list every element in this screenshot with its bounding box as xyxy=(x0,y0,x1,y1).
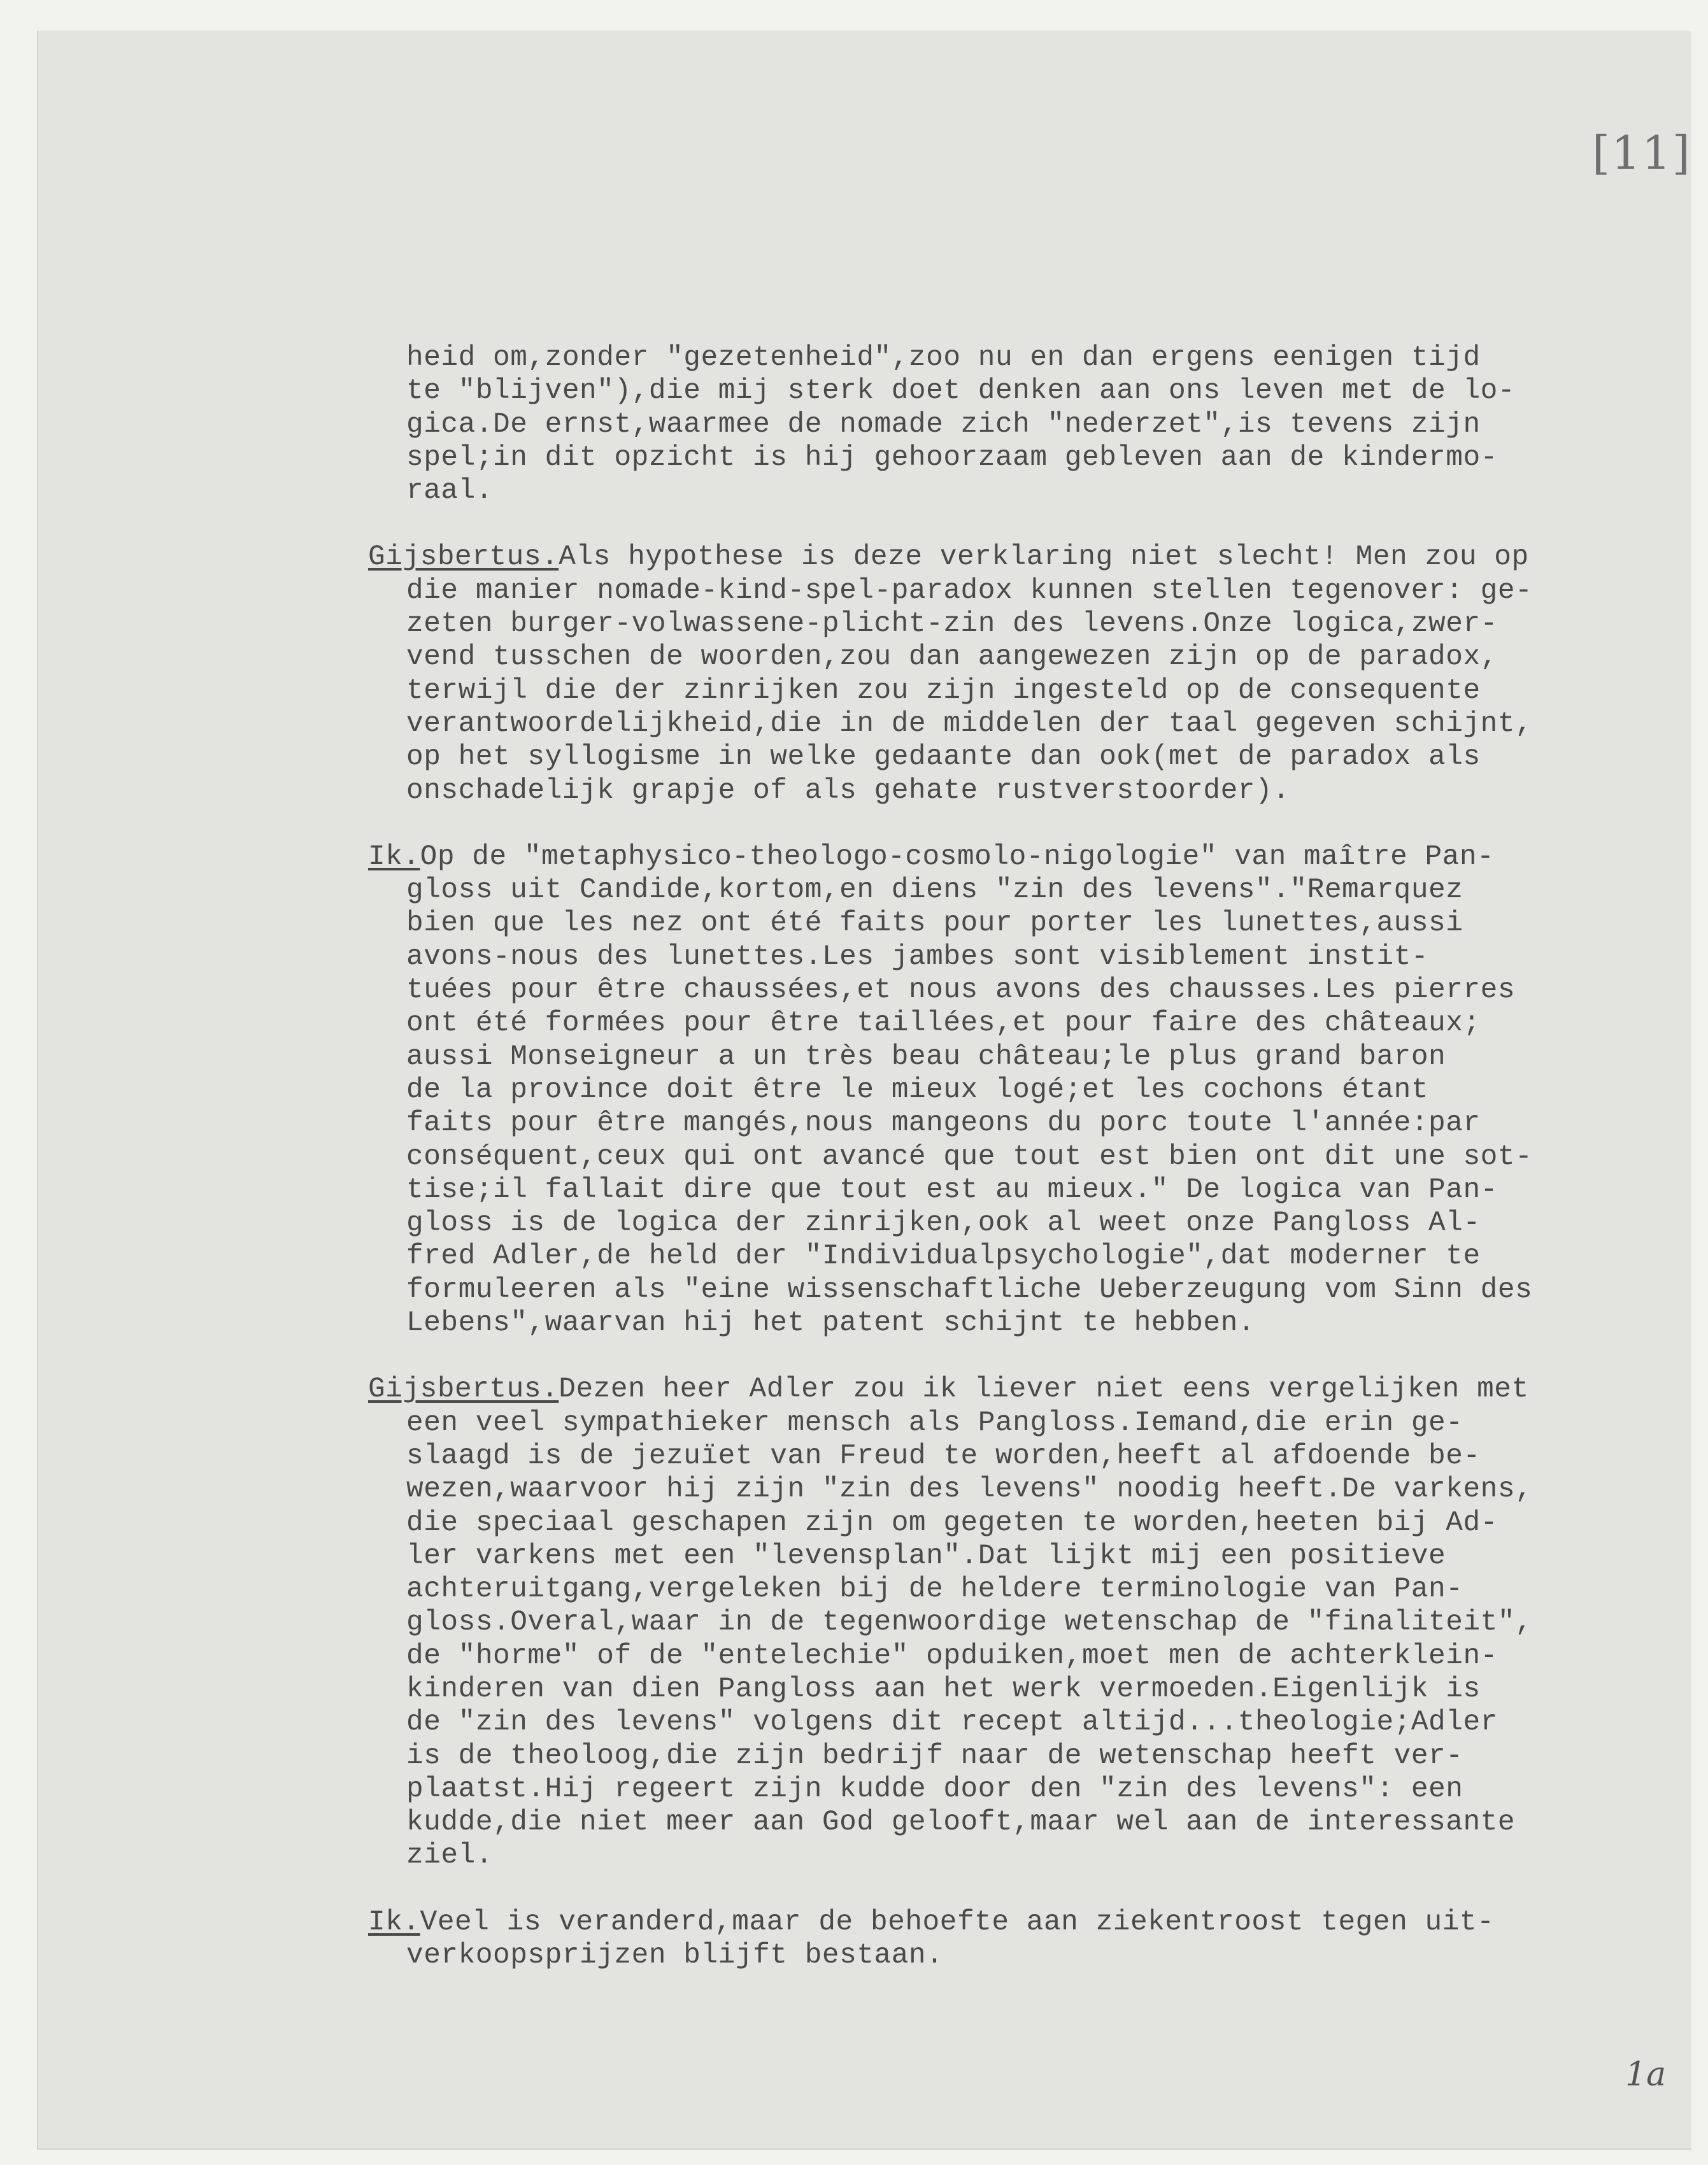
text-line: kudde,die niet meer aan God gelooft,maar wel aan de interessante xyxy=(406,1807,1516,1839)
text-line: tise;il fallait dire que tout est au mieux." De logica van Pan- xyxy=(406,1174,1498,1206)
speaker-label: Gijsbertus. xyxy=(368,541,559,574)
paragraph-ik-1 xyxy=(368,841,1708,1340)
paragraph-gijsbertus-2 xyxy=(368,1373,1708,1872)
text-line xyxy=(368,541,1708,574)
page-number: [11] xyxy=(1592,126,1691,180)
text-line: een veel sympathieker mensch als Pangloss.Iemand,die erin ge- xyxy=(406,1407,1463,1439)
text-line: onschadelijk grapje of als gehate rustverstoorder). xyxy=(406,774,1290,807)
text-line: vend tusschen de woorden,zou dan aangewezen zijn op de paradox, xyxy=(406,641,1498,674)
text-line xyxy=(368,841,1708,874)
text-line: terwijl die der zinrijken zou zijn ingesteld op de consequente xyxy=(406,674,1481,707)
handwritten-corner-note: 1a xyxy=(1625,2055,1667,2094)
text-line: heid om,zonder "gezetenheid",zoo nu en dan ergens eenigen tijd xyxy=(406,342,1481,374)
text-line: te "blijven"),die mij sterk doet denken aan ons leven met de lo- xyxy=(406,375,1516,408)
paragraph-ik-2 xyxy=(368,1906,1708,1973)
text-line: bien que les nez ont été faits pour porter les lunettes,aussi xyxy=(406,907,1463,940)
text-line: ont été formées pour être taillées,et pour faire des châteaux; xyxy=(406,1007,1481,1040)
text-line: raal. xyxy=(406,475,494,508)
text-line: faits pour être mangés,nous mangeons du porc toute l'année:par xyxy=(406,1107,1481,1140)
text-line: kinderen van dien Pangloss aan het werk vermoeden.Eigenlijk is xyxy=(406,1673,1481,1705)
text-line xyxy=(368,1906,1708,1939)
text-run: Veel is veranderd,maar de behoefte aan ziekentroost tegen uit- xyxy=(420,1906,1495,1938)
text-line: aussi Monseigneur a un très beau château;le plus grand baron xyxy=(406,1040,1446,1073)
text-line: gloss is de logica der zinrijken,ook al weet onze Pangloss Al- xyxy=(406,1207,1481,1240)
text-line: ler varkens met een "levensplan".Dat lijkt mij een positieve xyxy=(406,1540,1446,1572)
text-line xyxy=(368,1373,1708,1406)
text-line: die manier nomade-kind-spel-paradox kunnen stellen tegenover: ge- xyxy=(406,574,1533,607)
text-line: formuleeren als "eine wissenschaftliche Ueberzeugung vom Sinn des xyxy=(406,1274,1533,1306)
speaker-label: Ik. xyxy=(368,1906,420,1938)
text-line: de "horme" of de "entelechie" opduiken,moet men de achterklein- xyxy=(406,1640,1498,1672)
speaker-label: Gijsbertus. xyxy=(368,1374,559,1406)
text-line: de la province doit être le mieux logé;et les cochons étant xyxy=(406,1074,1429,1106)
speaker-label: Ik. xyxy=(368,841,420,873)
text-line: avons-nous des lunettes.Les jambes sont visiblement instit- xyxy=(406,941,1429,973)
paragraph-gijsbertus-1 xyxy=(368,541,1708,807)
text-line: gloss uit Candide,kortom,en diens "zin des levens"."Remarquez xyxy=(406,874,1463,907)
text-line: fred Adler,de held der "Individualpsychologie",dat moderner te xyxy=(406,1240,1481,1273)
text-line: die speciaal geschapen zijn om gegeten te worden,heeten bij Ad- xyxy=(406,1507,1498,1539)
text-line: op het syllogisme in welke gedaante dan ook(met de paradox als xyxy=(406,741,1481,774)
text-line: gica.De ernst,waarmee de nomade zich "nederzet",is tevens zijn xyxy=(406,408,1481,441)
text-line: ziel. xyxy=(406,1840,494,1872)
page-body xyxy=(368,341,1708,2005)
text-line: achteruitgang,vergeleken bij de heldere terminologie van Pan- xyxy=(406,1573,1463,1606)
text-line: tuées pour être chaussées,et nous avons des chausses.Les pierres xyxy=(406,974,1516,1007)
text-run: Dezen heer Adler zou ik liever niet eens vergelijken met xyxy=(559,1374,1529,1406)
text-line: gloss.Overal,waar in de tegenwoordige wetenschap de "finaliteit", xyxy=(406,1607,1533,1639)
text-line: verantwoordelijkheid,die in de middelen der taal gegeven schijnt, xyxy=(406,707,1533,740)
text-line: verkoopsprijzen blijft bestaan. xyxy=(406,1940,944,1972)
text-line: de "zin des levens" volgens dit recept altijd...theologie;Adler xyxy=(406,1707,1498,1739)
text-line: plaatst.Hij regeert zijn kudde door den "zin des levens": een xyxy=(406,1773,1463,1805)
text-line: conséquent,ceux qui ont avancé que tout est bien ont dit une sot- xyxy=(406,1140,1533,1173)
text-run: Als hypothese is deze verklaring niet slecht! Men zou op xyxy=(559,541,1529,574)
text-line: wezen,waarvoor hij zijn "zin des levens" noodig heeft.De varkens, xyxy=(406,1473,1533,1506)
text-line: is de theoloog,die zijn bedrijf naar de wetenschap heeft ver- xyxy=(406,1740,1463,1772)
text-line: zeten burger-volwassene-plicht-zin des levens.Onze logica,zwer- xyxy=(406,608,1498,641)
text-line: spel;in dit opzicht is hij gehoorzaam gebleven aan de kindermo- xyxy=(406,441,1498,474)
typescript-page xyxy=(37,31,1691,2150)
text-line: slaagd is de jezuïet van Freud te worden,heeft al afdoende be- xyxy=(406,1440,1481,1472)
text-run: Op de "metaphysico-theologo-cosmolo-nigologie" van maître Pan- xyxy=(420,841,1495,873)
paragraph-continuation xyxy=(406,341,1708,508)
text-line: Lebens",waarvan hij het patent schijnt te hebben. xyxy=(406,1307,1256,1340)
